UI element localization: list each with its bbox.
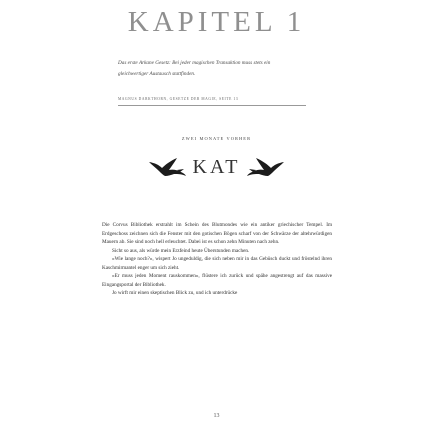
- pov-name: KAT: [192, 156, 241, 178]
- paragraph: Sicht so aus, als würde mein Erzfeind heute Überstunden machen.: [112, 247, 250, 254]
- chapter-title: KAPITEL 1: [127, 6, 306, 38]
- paragraph: »Er muss jeden Moment rauskommen«, flüstere ich zurück und spähe angestrengt auf das massive Eingangsportal der Bibliothek.: [102, 273, 332, 288]
- epigraph-text: Das erste Arkane Gesetz: Bei jeder magischen Transaktion muss stets ein gleichwertiger Austausch stattfinden.: [118, 60, 271, 77]
- section-label: ZWEI MONATE VORHER: [181, 136, 252, 141]
- body-text: [102, 221, 332, 298]
- epigraph-source: MAGNUS DARKTHORN, GESETZE DER MAGIE, SEITE 13: [118, 97, 239, 101]
- paragraph: Die Corvus Bibliothek erstrahlt im Schein des Blutmondes wie ein antiker griechischer Tempel. Im Erdgeschoss zeichnen sich die Fenster mit den gotischen Bögen scharf von der Schwärze der altehrwürdigen Mauern ab. Sie sind noch hell erleuchtet. Dabei ist es schon zehn Minuten nach zehn.: [102, 222, 332, 245]
- paragraph: Jo wirft mir einen skeptischen Blick zu, und ich unterdrücke: [112, 290, 238, 296]
- raven-icon: [147, 156, 187, 178]
- epigraph-divider: [118, 105, 306, 106]
- page-number: 13: [213, 413, 220, 419]
- raven-icon: [246, 156, 286, 178]
- pov-header: [0, 152, 433, 182]
- paragraph: »Wie lange noch?«, wispert Jo ungeduldig, die sich neben mir in das Gebüsch duckt und fröstelnd ihren Kaschmirmantel enger um sich zieht.: [102, 256, 332, 271]
